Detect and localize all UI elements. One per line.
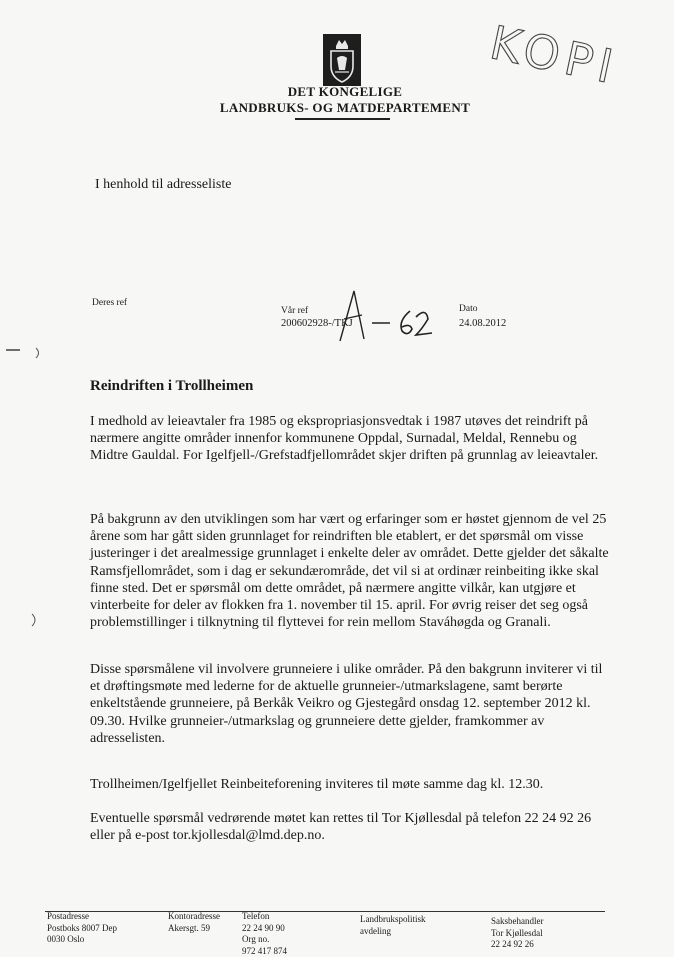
department-name-line2: LANDBRUKS- OG MATDEPARTEMENT	[205, 100, 485, 116]
paragraph: Disse spørsmålene vil involvere grunneiere i ulike områder. På den bakgrunn inviterer vi til et drøftingsmøte med lederne for de aktuelle grunneier-/utmarkslagene, samt berørte enkeltstående grunneiere, på Berkåk Veikro og Gjestegård onsdag 12. september 2012 kl. 09.30. Hvilke grunneier-/utmarkslag og grunneiere dette gjelder, framkommer av adresselisten.	[90, 661, 615, 747]
handwritten-annotation	[318, 285, 438, 347]
kopi-stamp	[478, 14, 648, 109]
footer-label: Saksbehandler	[491, 916, 543, 928]
footer-value: 0030 Oslo	[47, 934, 117, 946]
footer-avdeling	[360, 914, 426, 937]
footer-value: Tor Kjøllesdal	[491, 928, 543, 940]
dato-value: 24.08.2012	[459, 318, 506, 329]
kopi-stamp-text: KOPI	[486, 15, 624, 95]
footer-postadresse	[47, 911, 117, 946]
footer-value: Landbrukspolitisk	[360, 914, 426, 926]
footer-divider	[45, 911, 605, 912]
letter-title: Reindriften i Trollheimen	[90, 378, 253, 395]
paragraph: Eventuelle spørsmål vedrørende møtet kan rettes til Tor Kjøllesdal på telefon 22 24 92 26 eller på e-post tor.kjollesdal@lmd.dep.no.	[90, 810, 615, 844]
paragraph: I medhold av leieavtaler fra 1985 og ekspropriasjonsvedtak i 1987 utøves det reindrift på nærmere angitte områder innenfor kommunene Oppdal, Surnadal, Meldal, Rennebu og Midtre Gauldal. For Igelfjell-/Grefstadfjellområdet skjer driften på grunnlag av leieavtaler.	[90, 413, 615, 465]
footer-label: Postadresse	[47, 911, 117, 923]
paragraph: Trollheimen/Igelfjellet Reinbeiteforening inviteres til møte samme dag kl. 12.30.	[90, 776, 615, 793]
var-ref-label: Vår ref	[281, 306, 308, 316]
footer-value: avdeling	[360, 926, 426, 938]
footer-value: Akersgt. 59	[168, 923, 220, 935]
footer-label: Telefon	[242, 911, 287, 923]
deres-ref-label: Deres ref	[92, 298, 127, 308]
margin-mark	[6, 346, 42, 360]
footer-kontoradresse	[168, 911, 220, 934]
var-ref-value: 200602928-/TKJ	[281, 318, 353, 329]
footer-value: 22 24 92 26	[491, 939, 543, 951]
addressee: I henhold til adresseliste	[95, 177, 231, 193]
footer-label: Kontoradresse	[168, 911, 220, 923]
footer-saksbehandler	[491, 916, 543, 951]
dato-label: Dato	[459, 304, 477, 314]
footer-telefon	[242, 911, 287, 957]
coat-of-arms-icon	[323, 34, 361, 86]
paragraph: På bakgrunn av den utviklingen som har vært og erfaringer som er høstet gjennom de vel 25 årene som har gått siden grunnlaget for reindriften ble etablert, er det spørsmål om visse justeringer i det arealmessige grunnlaget i enkelte deler av området. Dette gjelder det såkalte Ramsfjellområdet, som i dag er sekundærområde, det vil si at ordinær reinbeiting ikke skal finne sted. Det er spørsmål om dette området, på nærmere angitte vilkår, kan utgjøre et vinterbeite for deler av flokken fra 1. november til 15. april. For øvrig reiser det seg også problemstillinger i tilknytning til flyttevei for rein mellom Staváhøgda og Granali.	[90, 511, 615, 631]
department-name-line1: DET KONGELIGE	[280, 84, 410, 100]
margin-mark	[30, 612, 40, 632]
header-divider	[295, 118, 390, 120]
footer-value: Postboks 8007 Dep	[47, 923, 117, 935]
footer-label: Org no.	[242, 934, 287, 946]
footer-value: 972 417 874	[242, 946, 287, 957]
footer-value: 22 24 90 90	[242, 923, 287, 935]
